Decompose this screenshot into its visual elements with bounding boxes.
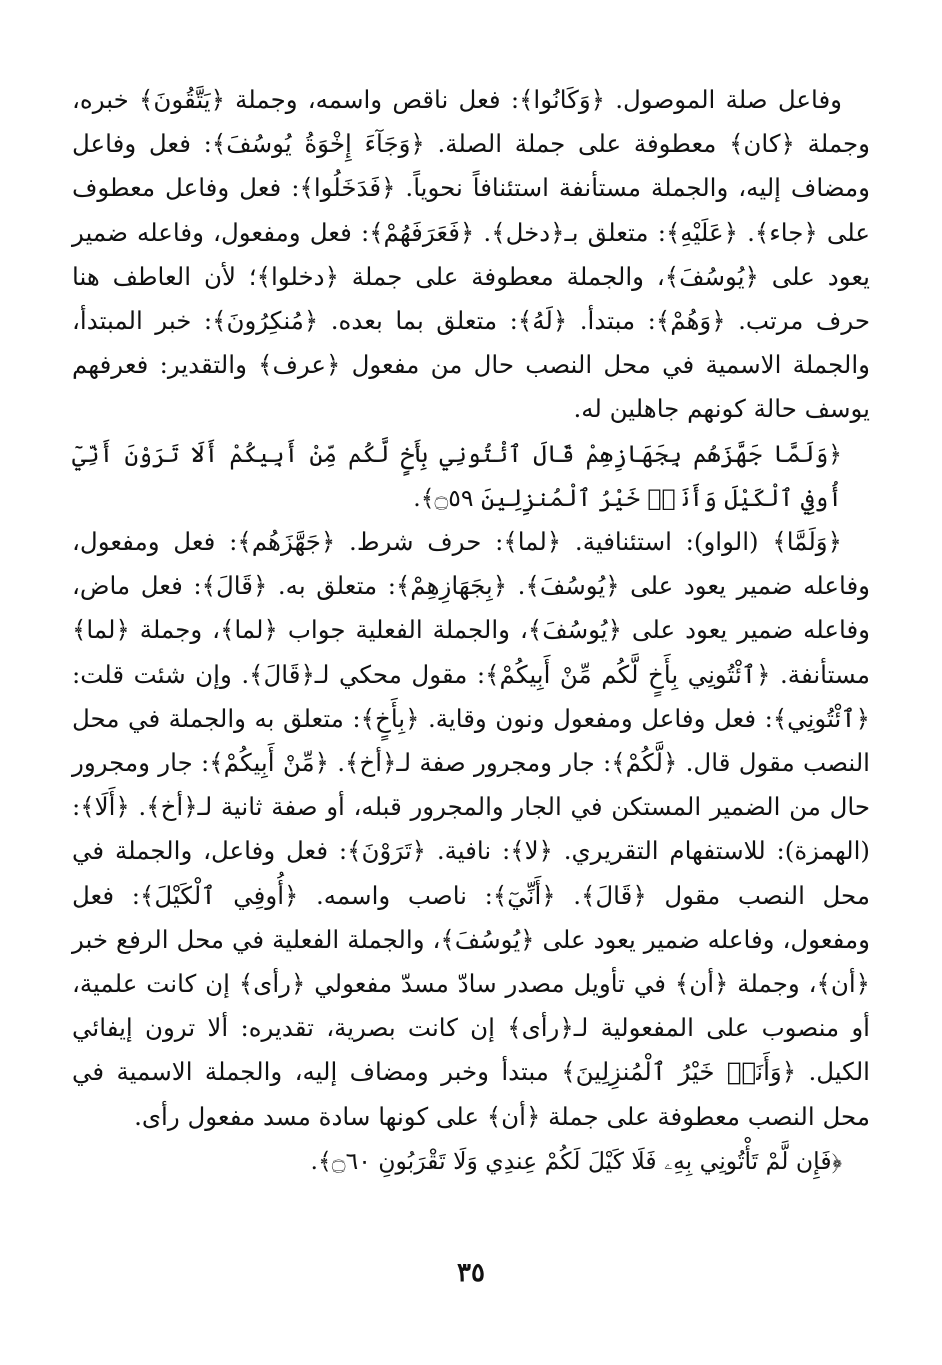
commentary-paragraph-1: وفاعل صلة الموصول. ﴿وَكَانُوا﴾: فعل ناقص واسمه، وجملة ﴿يَتَّقُونَ﴾ خبره، وجملة ﴿كان﴾ معطوفة على جملة الصلة. ﴿وَجَآءَ إِخْوَةُ يُوسُفَ﴾: فعل وفاعل ومضاف إليه، والجملة مستأنفة استئنافاً نحوياً. ﴿فَدَخَلُوا﴾: فعل وفاعل معطوف على ﴿جاء﴾. ﴿عَلَيْهِ﴾: متعلق بـ﴿دخل﴾. ﴿فَعَرَفَهُمْ﴾: فعل ومفعول، وفاعله ضمير يعود على ﴿يُوسُفَ﴾، والجملة معطوفة على جملة ﴿دخلوا﴾؛ لأن العاطف هنا حرف مرتب. ﴿وَهُمْ﴾: مبتدأ. ﴿لَهُ﴾: متعلق بما بعده. ﴿مُنكِرُونَ﴾: خبر المبتدأ، والجملة الاسمية في محل النصب حال من مفعول ﴿عرف﴾ والتقدير: فعرفهم يوسف حالة كونهم جاهلين له. bbox=[72, 85, 870, 424]
page-body bbox=[72, 78, 870, 1183]
quran-verse-60: ﴿فَإِن لَّمْ تَأْتُونِي بِهِۦ فَلَا كَيْلَ لَكُمْ عِندِي وَلَا تَقْرَبُونِ ۝٦٠﴾. bbox=[310, 1146, 842, 1175]
quran-verse-59: ﴿وَلَمَّا جَهَّزَهُم بِجَهَازِهِمْ قَالَ ٱئْتُونِي بِأَخٍ لَّكُم مِّنْ أَبِيكُمْ أَلَا تَرَوْنَ أَنِّيٓ أُوفِي ٱلْكَيْلَ وَأَنَا۠ خَيْرُ ٱلْمُنزِلِينَ ۝٥٩﴾. bbox=[72, 439, 842, 512]
commentary-paragraph-2: ﴿وَلَمَّا﴾ (الواو): استئنافية. ﴿لما﴾: حرف شرط. ﴿جَهَّزَهُم﴾: فعل ومفعول، وفاعله ضمير يعود على ﴿يُوسُفَ﴾. ﴿بِجَهَازِهِمْ﴾: متعلق به. ﴿قَالَ﴾: فعل ماض، وفاعله ضمير يعود على ﴿يُوسُفَ﴾، والجملة الفعلية جواب ﴿لما﴾، وجملة ﴿لما﴾ مستأنفة. ﴿ٱئْتُونِي بِأَخٍ لَّكُم مِّنْ أَبِيكُمْ﴾: مقول محكي لـ﴿قَالَ﴾. وإن شئت قلت: ﴿ٱئْتُونِي﴾: فعل وفاعل ومفعول ونون وقاية. ﴿بِأَخٍ﴾: متعلق به والجملة في محل النصب مقول قال. ﴿لَّكُمْ﴾: جار ومجرور صفة لـ﴿أخ﴾. ﴿مِّنْ أَبِيكُمْ﴾: جار ومجرور حال من الضمير المستكن في الجار والمجرور قبله، أو صفة ثانية لـ﴿أخ﴾. ﴿أَلَا﴾: (الهمزة): للاستفهام التقريري. ﴿لا﴾: نافية. ﴿تَرَوْنَ﴾: فعل وفاعل، والجملة في محل النصب مقول ﴿قَالَ﴾. ﴿أَنِّيٓ﴾: ناصب واسمه. ﴿أُوفِي ٱلْكَيْلَ﴾: فعل ومفعول، وفاعله ضمير يعود على ﴿يُوسُفَ﴾، والجملة الفعلية في محل الرفع خبر ﴿أن﴾، وجملة ﴿أن﴾ في تأويل مصدر سادّ مسدّ مفعولي ﴿رأى﴾ إن كانت علمية، أو منصوب على المفعولية لـ﴿رأى﴾ إن كانت بصرية، تقديره: ألا ترون إيفائي الكيل. ﴿وَأَنَا۠ خَيْرُ ٱلْمُنزِلِينَ﴾ مبتدأ وخبر ومضاف إليه، والجملة الاسمية في محل النصب معطوفة على جملة ﴿أن﴾ على كونها سادة مسد مفعول رأى. bbox=[72, 527, 870, 1131]
page-number: ٣٥ bbox=[457, 1258, 485, 1288]
